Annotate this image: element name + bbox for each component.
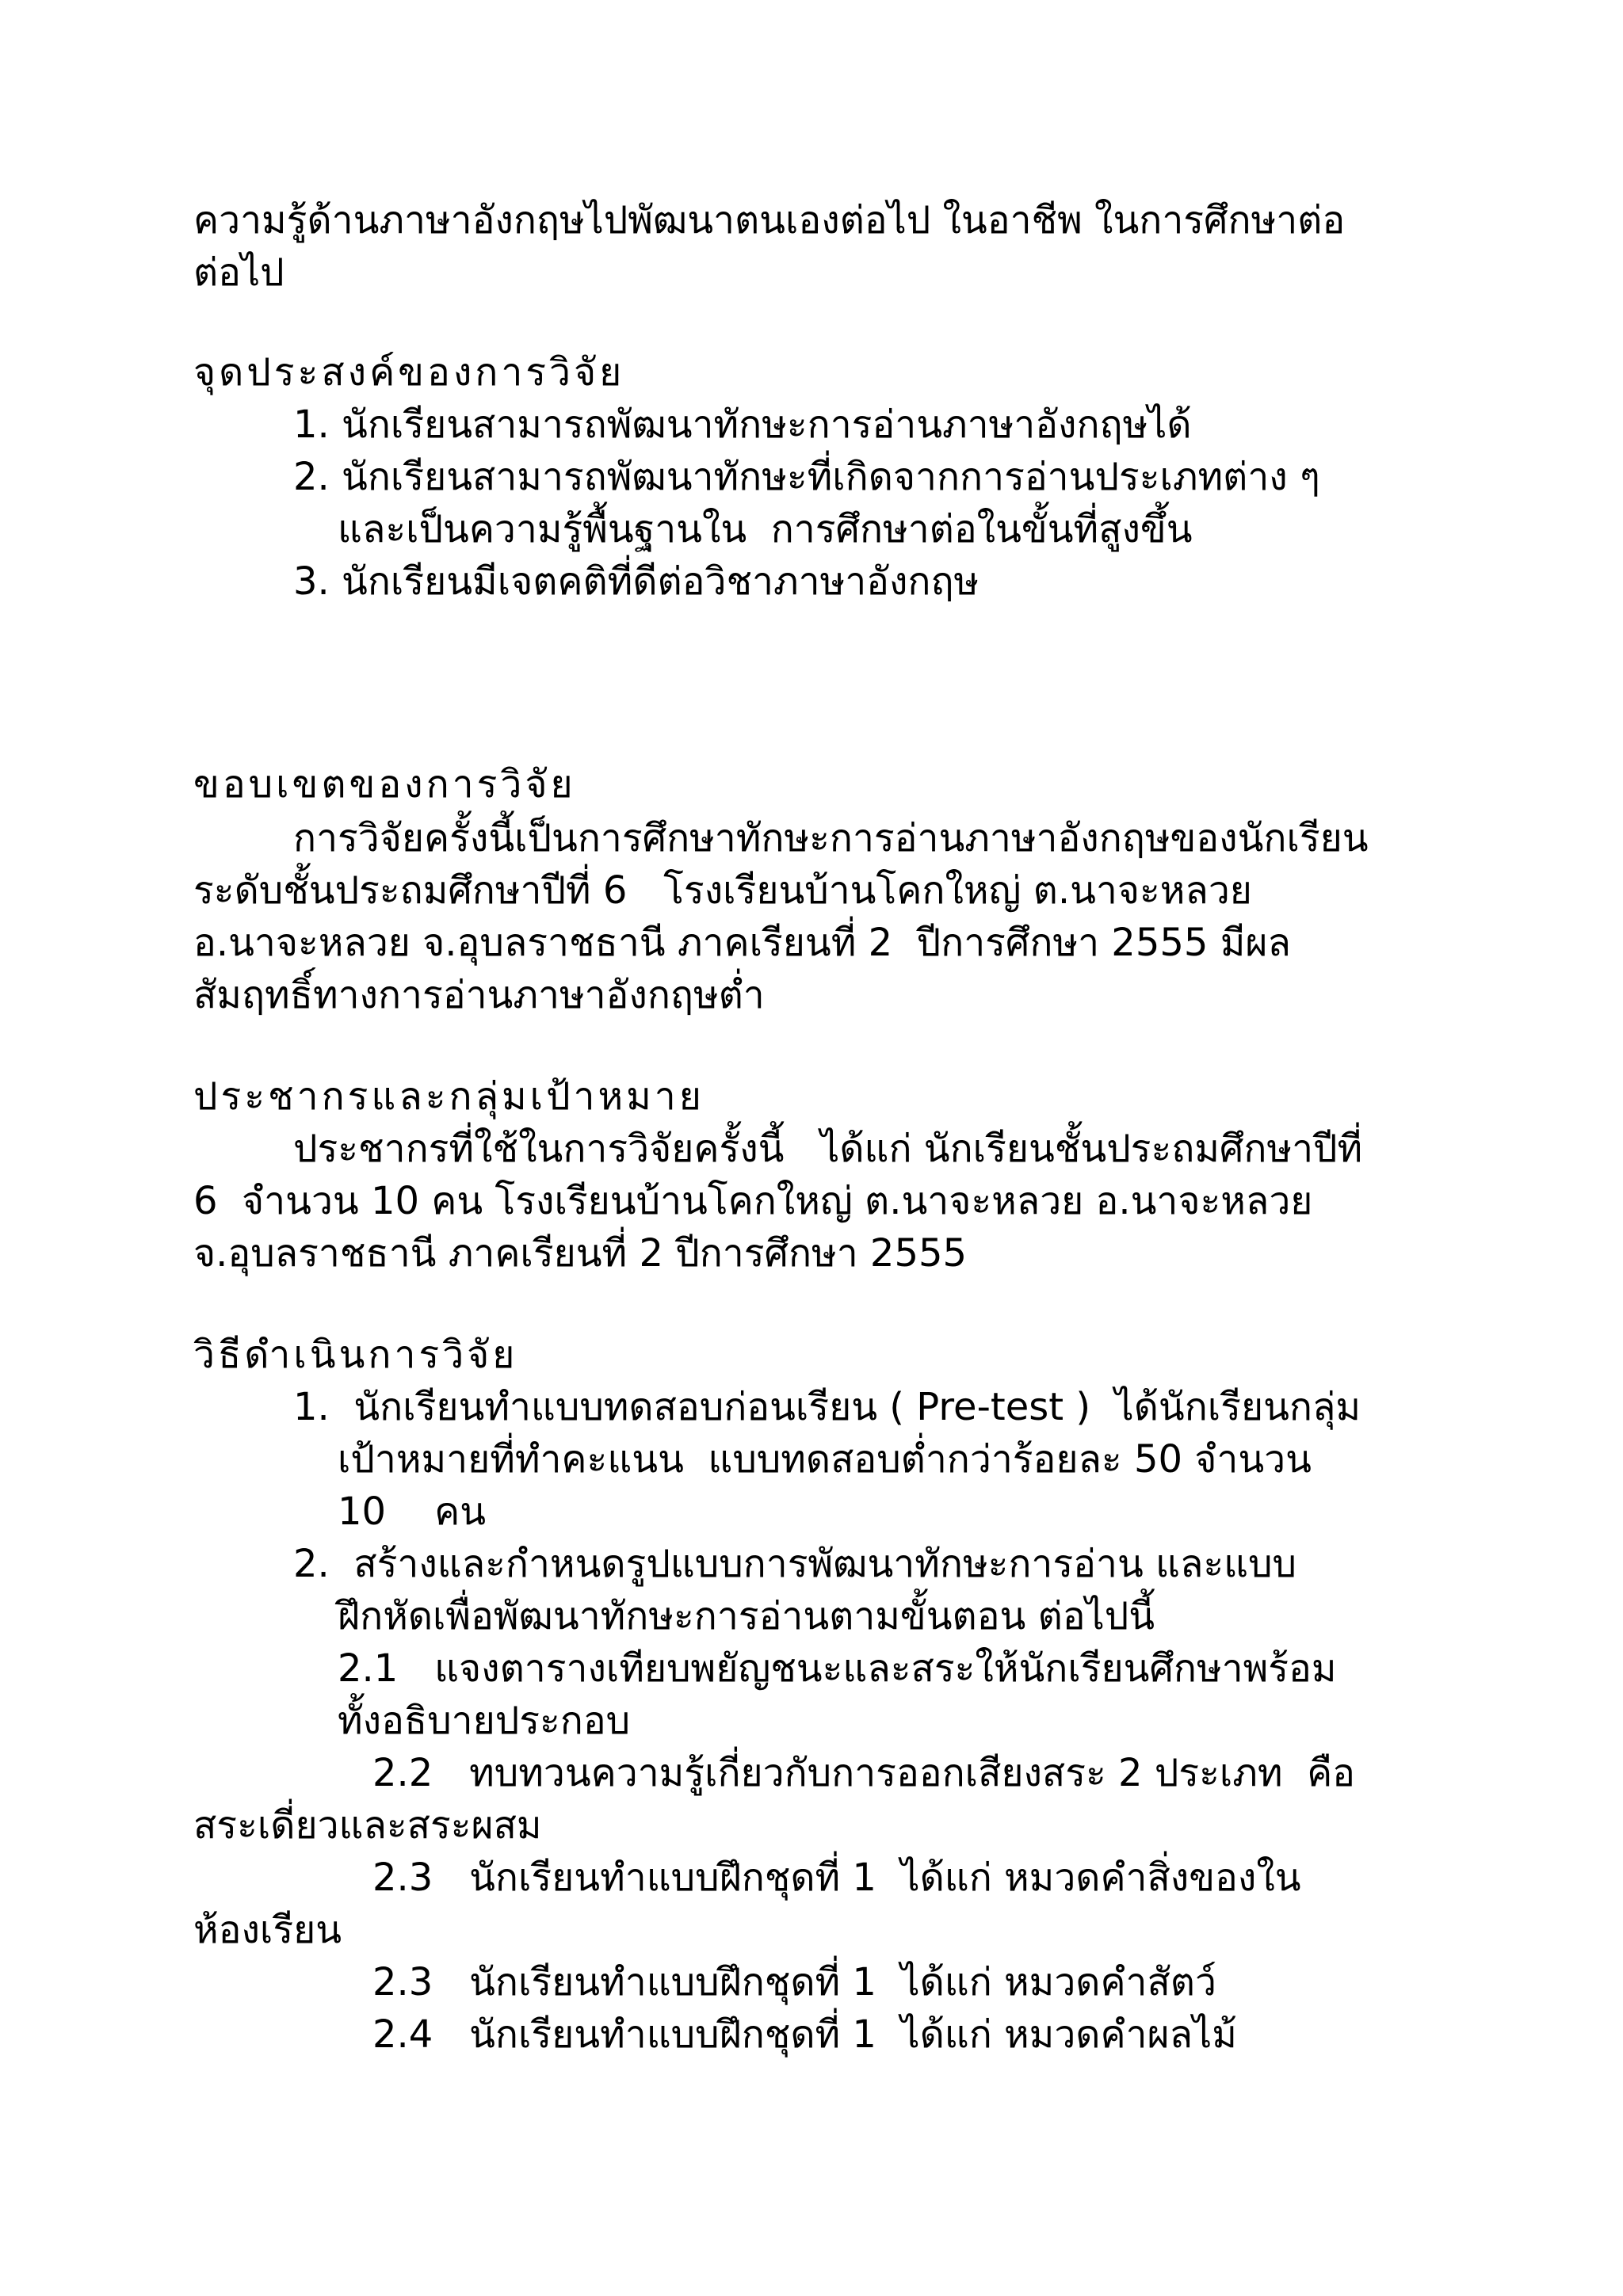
method-step-2-4: 2.4 นักเรียนทำแบบฝึกชุดที่ 1 ได้แก่ หมวดคำผลไม้ <box>372 2012 1237 2057</box>
method-step-2-3a-line-2: ห้องเรียน <box>193 1908 342 1952</box>
method-step-2-2-line-1: 2.2 ทบทวนความรู้เกี่ยวกับการออกเสียงสระ 2 ประเภท คือ <box>372 1751 1356 1795</box>
objective-item-2-line-2: และเป็นความรู้พื้นฐานใน การศึกษาต่อในขั้นที่สูงขึ้น <box>338 507 1193 551</box>
objective-item-2-line-1: 2. นักเรียนสามารถพัฒนาทักษะที่เกิดจากการอ่านประเภทต่าง ๆ <box>293 455 1320 499</box>
scope-line-4: สัมฤทธิ์ทางการอ่านภาษาอังกฤษต่ำ <box>193 973 765 1017</box>
population-line-2: 6 จำนวน 10 คน โรงเรียนบ้านโคกใหญ่ ต.นาจะหลวย อ.นาจะหลวย <box>193 1179 1313 1223</box>
method-step-2-1-line-1: 2.1 แจงตารางเทียบพยัญชนะและสระให้นักเรียนศึกษาพร้อม <box>338 1646 1337 1691</box>
scope-line-3: อ.นาจะหลวย จ.อุบลราชธานี ภาคเรียนที่ 2 ปีการศึกษา 2555 มีผล <box>193 921 1291 965</box>
population-line-3: จ.อุบลราชธานี ภาคเรียนที่ 2 ปีการศึกษา 2555 <box>193 1231 968 1276</box>
scope-line-1: การวิจัยครั้งนี้เป็นการศึกษาทักษะการอ่านภาษาอังกฤษของนักเรียน <box>293 816 1369 860</box>
method-heading: วิธีดำเนินการวิจัย <box>193 1333 518 1377</box>
scope-heading: ขอบเขตของการวิจัย <box>193 762 576 807</box>
population-heading: ประชากรและกลุ่มเป้าหมาย <box>193 1074 705 1119</box>
intro-line-1: ความรู้ด้านภาษาอังกฤษไปพัฒนาตนเองต่อไป ในอาชีพ ในการศึกษาต่อ <box>193 198 1346 242</box>
method-step-1-line-2: เป้าหมายที่ทำคะแนน แบบทดสอบต่ำกว่าร้อยละ 50 จำนวน <box>338 1437 1312 1482</box>
objectives-heading: จุดประสงค์ของการวิจัย <box>193 350 625 395</box>
method-step-2-3b: 2.3 นักเรียนทำแบบฝึกชุดที่ 1 ได้แก่ หมวดคำสัตว์ <box>372 1960 1216 2004</box>
method-step-2-line-2: ฝึกหัดเพื่อพัฒนาทักษะการอ่านตามขั้นตอน ต่อไปนี้ <box>338 1594 1155 1638</box>
scope-line-2: ระดับชั้นประถมศึกษาปีที่ 6 โรงเรียนบ้านโคกใหญ่ ต.นาจะหลวย <box>193 868 1252 913</box>
method-step-2-3a-line-1: 2.3 นักเรียนทำแบบฝึกชุดที่ 1 ได้แก่ หมวดคำสิ่งของใน <box>372 1855 1301 1900</box>
method-step-2-line-1: 2. สร้างและกำหนดรูปแบบการพัฒนาทักษะการอ่าน และแบบ <box>293 1542 1297 1586</box>
method-step-2-2-line-2: สระเดี่ยวและสระผสม <box>193 1803 542 1848</box>
method-step-1-line-1: 1. นักเรียนทำแบบทดสอบก่อนเรียน ( Pre-test ) ได้นักเรียนกลุ่ม <box>293 1385 1361 1429</box>
objective-item-3: 3. นักเรียนมีเจตคติที่ดีต่อวิชาภาษาอังกฤษ <box>293 559 980 604</box>
intro-line-2: ต่อไป <box>193 250 285 295</box>
objective-item-1: 1. นักเรียนสามารถพัฒนาทักษะการอ่านภาษาอังกฤษได้ <box>293 402 1192 447</box>
method-step-2-1-line-2: ทั้งอธิบายประกอบ <box>338 1699 631 1743</box>
population-line-1: ประชากรที่ใช้ในการวิจัยครั้งนี้ ได้แก่ นักเรียนชั้นประถมศึกษาปีที่ <box>293 1127 1363 1171</box>
method-step-1-line-3: 10 คน <box>338 1489 487 1534</box>
